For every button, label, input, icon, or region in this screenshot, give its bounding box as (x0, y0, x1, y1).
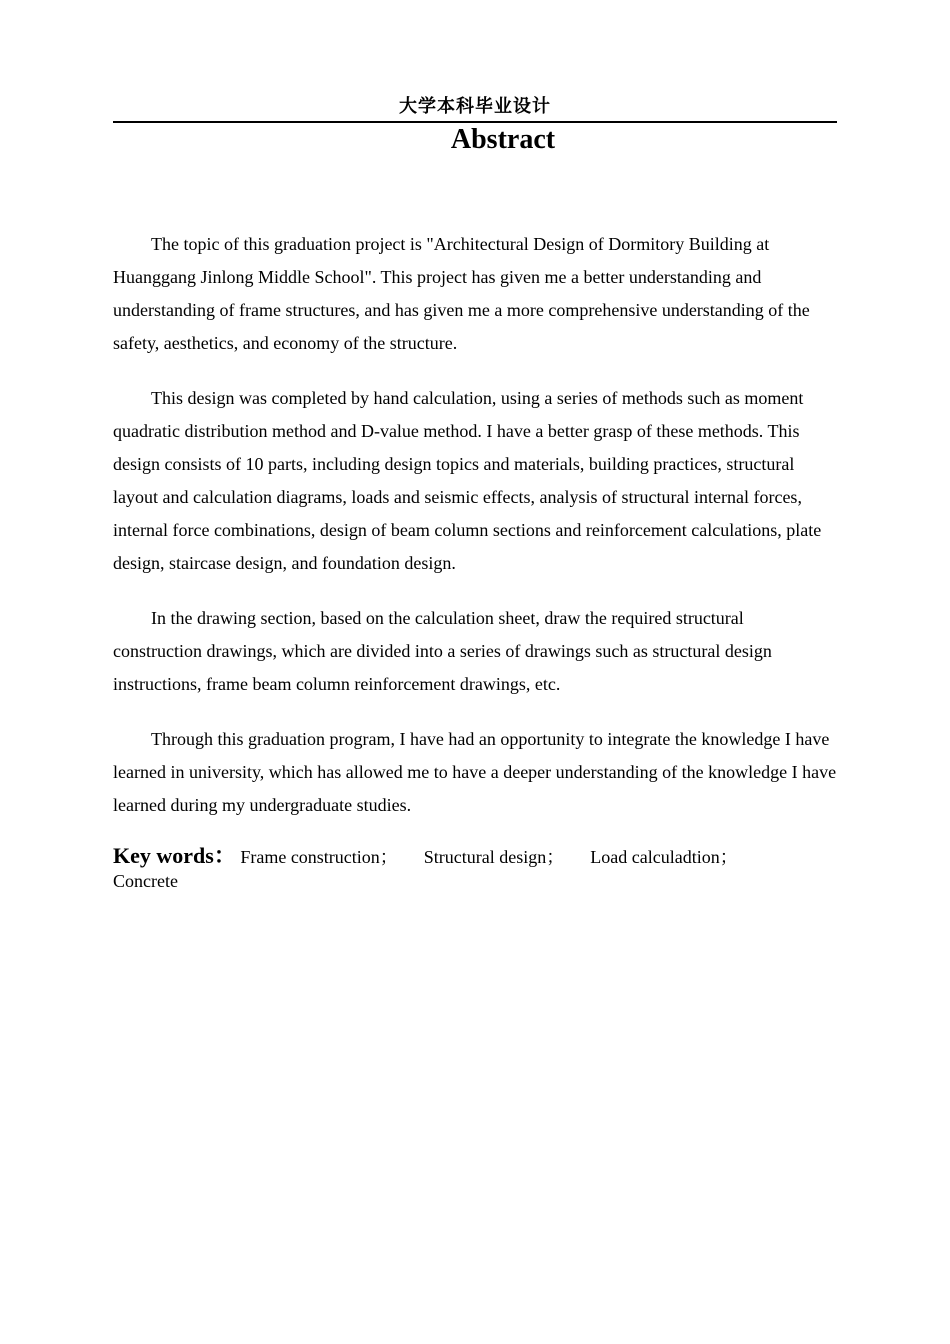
keyword-item: Concrete (113, 871, 178, 891)
abstract-paragraph-3: In the drawing section, based on the calculation sheet, draw the required structural construction drawings, which are divided into a series of drawings such as structural design instructions, frame beam column reinforcement drawings, etc. (113, 608, 772, 694)
running-header: 大学本科毕业设计 (399, 96, 551, 117)
abstract-title: Abstract (450, 124, 556, 155)
keyword-item: Frame construction； (240, 847, 398, 867)
keywords-line (113, 844, 837, 893)
keyword-item: Structural design； (423, 847, 565, 867)
abstract-paragraph-4: Through this graduation program, I have had an opportunity to integrate the knowledge I have learned in university, which has allowed me to have a deeper understanding of the knowledge I have learned during my undergraduate studies. (113, 729, 837, 815)
abstract-paragraph-2: This design was completed by hand calculation, using a series of methods such as moment quadratic distribution method and D-value method. I have a better grasp of these methods. This design consists of 10 parts, including design topics and materials, building practices, structural layout and calculation diagrams, loads and seismic effects, analysis of structural internal forces, internal force combinations, design of beam column sections and reinforcement calculations, plate design, staircase design, and foundation design. (113, 388, 822, 573)
keyword-item: Load calculadtion； (590, 847, 738, 867)
keywords-label: Key words： (113, 843, 236, 868)
abstract-paragraph-1: The topic of this graduation project is "Architectural Design of Dormitory Building at Huanggang Jinlong Middle School". This project has given me a better understanding and understanding of frame structures, and has given me a more comprehensive understanding of the safety, aesthetics, and economy of the structure. (113, 234, 810, 353)
abstract-body (113, 228, 837, 893)
